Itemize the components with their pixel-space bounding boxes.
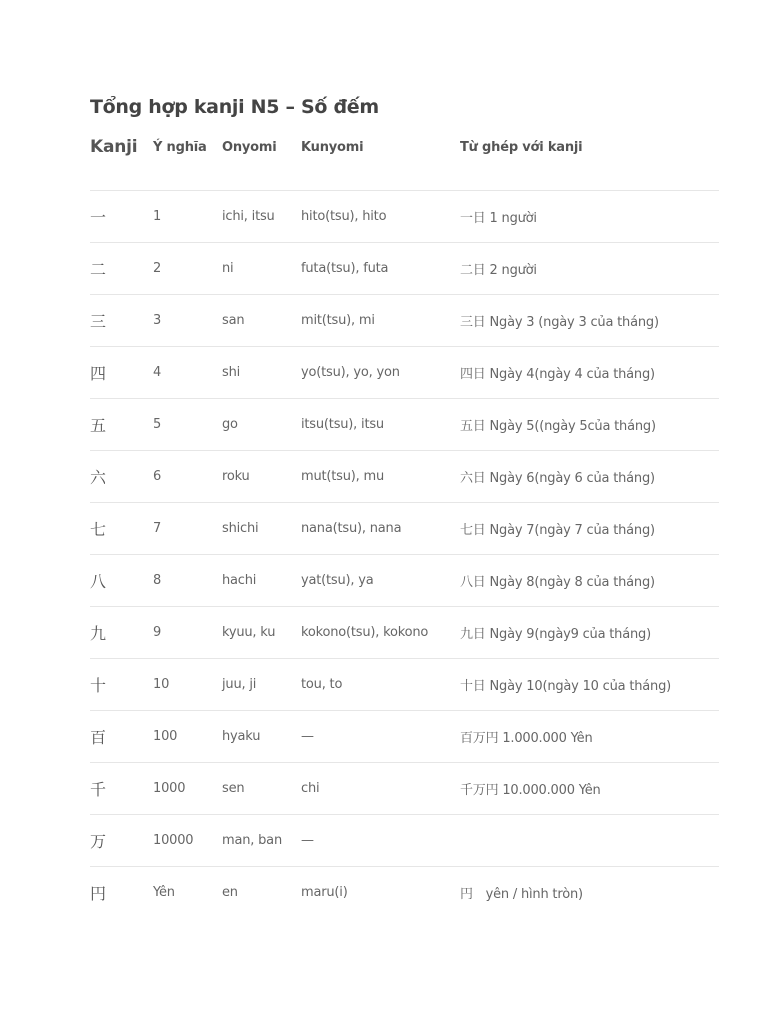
meaning-cell: 10000 [153,815,222,867]
onyomi-cell: en [222,867,301,919]
table-row [90,243,719,295]
onyomi-cell: shi [222,347,301,399]
kanji-cell: 二 [90,243,153,295]
onyomi-cell: go [222,399,301,451]
compound-cell: 二日 2 người [460,243,719,295]
table-header-row [90,132,719,191]
table-row [90,711,719,763]
meaning-cell: 4 [153,347,222,399]
compound-cell: 一日 1 người [460,191,719,243]
meaning-cell: 1000 [153,763,222,815]
kunyomi-cell: mit(tsu), mi [301,295,460,347]
kunyomi-cell: futa(tsu), futa [301,243,460,295]
table-row [90,503,719,555]
kanji-cell: 九 [90,607,153,659]
kanji-cell: 円 [90,867,153,919]
table-row [90,191,719,243]
header-kanji: Kanji [90,137,138,157]
table-row [90,607,719,659]
header-compound: Từ ghép với kanji [460,140,583,155]
onyomi-cell: hachi [222,555,301,607]
compound-cell: 四日 Ngày 4(ngày 4 của tháng) [460,347,719,399]
compound-cell: 八日 Ngày 8(ngày 8 của tháng) [460,555,719,607]
onyomi-cell: juu, ji [222,659,301,711]
onyomi-cell: hyaku [222,711,301,763]
meaning-cell: 2 [153,243,222,295]
header-meaning: Ý nghĩa [153,140,207,155]
meaning-cell: 7 [153,503,222,555]
kanji-cell: 七 [90,503,153,555]
kanji-cell: 五 [90,399,153,451]
meaning-cell: 3 [153,295,222,347]
meaning-cell: 1 [153,191,222,243]
compound-cell: 百万円 1.000.000 Yên [460,711,719,763]
compound-cell: 三日 Ngày 3 (ngày 3 của tháng) [460,295,719,347]
compound-cell: 六日 Ngày 6(ngày 6 của tháng) [460,451,719,503]
table-row [90,295,719,347]
compound-cell: 十日 Ngày 10(ngày 10 của tháng) [460,659,719,711]
kanji-cell: 六 [90,451,153,503]
compound-cell: 円 yên / hình tròn) [460,867,719,919]
kunyomi-cell: mut(tsu), mu [301,451,460,503]
onyomi-cell: san [222,295,301,347]
table-row [90,659,719,711]
table-row [90,867,719,919]
onyomi-cell: ichi, itsu [222,191,301,243]
kanji-cell: 一 [90,191,153,243]
page-content [90,92,719,918]
header-kunyomi: Kunyomi [301,140,364,155]
meaning-cell: Yên [153,867,222,919]
meaning-cell: 9 [153,607,222,659]
kunyomi-cell: hito(tsu), hito [301,191,460,243]
meaning-cell: 5 [153,399,222,451]
kanji-cell: 八 [90,555,153,607]
compound-cell: 七日 Ngày 7(ngày 7 của tháng) [460,503,719,555]
kunyomi-cell: chi [301,763,460,815]
kunyomi-cell: kokono(tsu), kokono [301,607,460,659]
kunyomi-cell: yo(tsu), yo, yon [301,347,460,399]
header-onyomi: Onyomi [222,140,277,155]
table-row [90,815,719,867]
kunyomi-cell: itsu(tsu), itsu [301,399,460,451]
onyomi-cell: ni [222,243,301,295]
compound-cell: 五日 Ngày 5((ngày 5của tháng) [460,399,719,451]
compound-cell [460,815,719,867]
kunyomi-cell: — [301,711,460,763]
kanji-cell: 三 [90,295,153,347]
kanji-cell: 十 [90,659,153,711]
kanji-cell: 万 [90,815,153,867]
table-row [90,399,719,451]
onyomi-cell: kyuu, ku [222,607,301,659]
table-row [90,451,719,503]
meaning-cell: 100 [153,711,222,763]
kunyomi-cell: nana(tsu), nana [301,503,460,555]
page-title: Tổng hợp kanji N5 – Số đếm [90,96,379,118]
onyomi-cell: shichi [222,503,301,555]
meaning-cell: 6 [153,451,222,503]
kunyomi-cell: yat(tsu), ya [301,555,460,607]
onyomi-cell: sen [222,763,301,815]
kunyomi-cell: maru(i) [301,867,460,919]
kanji-table [90,132,719,918]
kanji-cell: 百 [90,711,153,763]
kanji-cell: 千 [90,763,153,815]
meaning-cell: 8 [153,555,222,607]
table-row [90,763,719,815]
table-row [90,555,719,607]
compound-cell: 千万円 10.000.000 Yên [460,763,719,815]
meaning-cell: 10 [153,659,222,711]
kunyomi-cell: — [301,815,460,867]
table-row [90,347,719,399]
onyomi-cell: man, ban [222,815,301,867]
kanji-cell: 四 [90,347,153,399]
compound-cell: 九日 Ngày 9(ngày9 của tháng) [460,607,719,659]
onyomi-cell: roku [222,451,301,503]
kunyomi-cell: tou, to [301,659,460,711]
